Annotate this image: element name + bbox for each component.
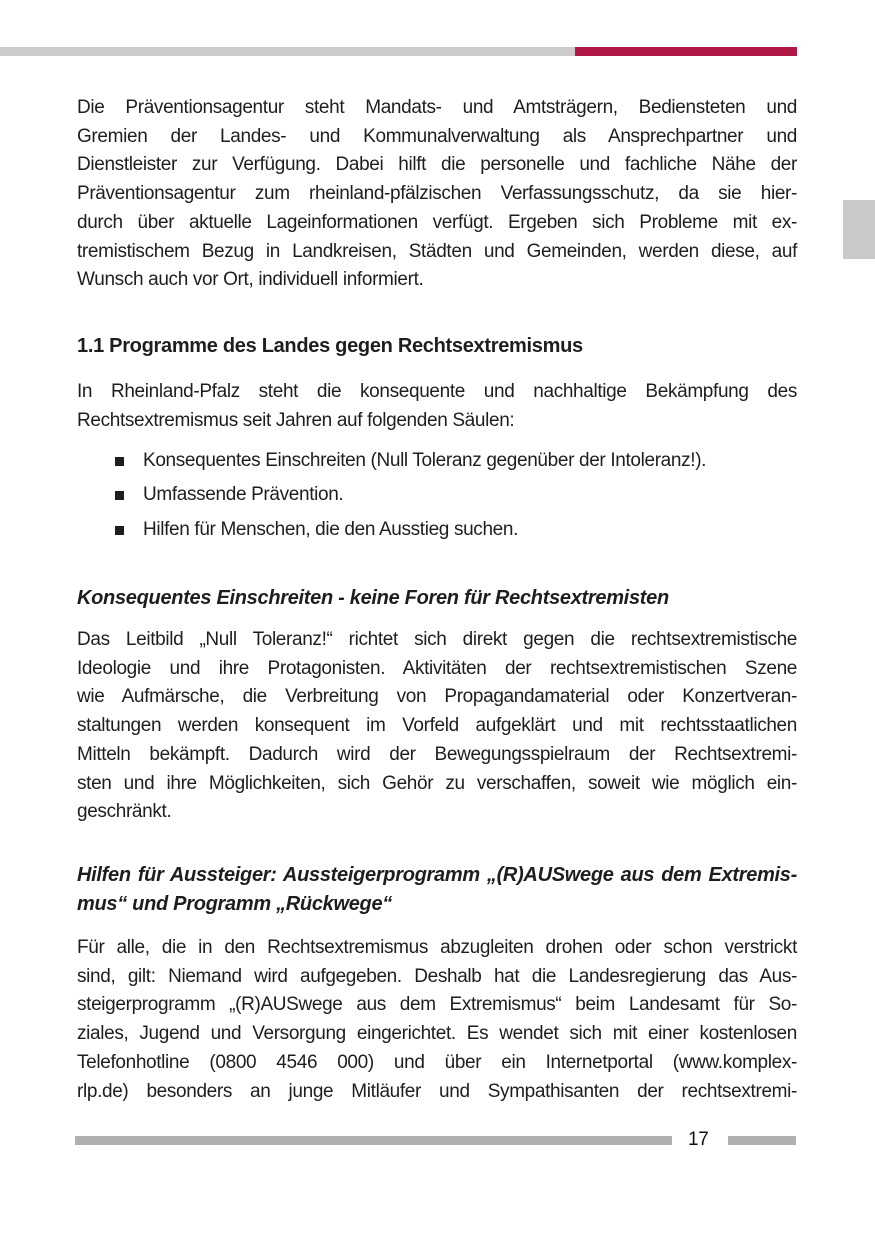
bullet-square-icon	[115, 491, 124, 500]
text-line: staltungen werden konsequent im Vorfeld aufgeklärt und mit rechtsstaatlichen	[77, 715, 797, 737]
top-bar-red-segment	[575, 47, 797, 56]
text-line: sten und ihre Möglichkeiten, sich Gehör zu verschaffen, soweit wie möglich ein-	[77, 772, 797, 794]
aussteigerprogramm-paragraph	[77, 934, 797, 1106]
text-line: wie Aufmärsche, die Verbreitung von Propagandamaterial oder Konzertveran-	[77, 686, 797, 708]
text-line: Präventionsagentur zum rheinland-pfälzischen Verfassungsschutz, da sie hier-	[77, 183, 797, 205]
null-toleranz-paragraph	[77, 626, 797, 827]
pillars-intro-paragraph	[77, 378, 797, 435]
bullet-square-icon	[115, 457, 124, 466]
text-line: Gremien der Landes- und Kommunalverwaltung als Ansprechpartner und	[77, 125, 797, 147]
text-line: Hilfen für Aussteiger: Aussteigerprogramm „(R)AUSwege aus dem Extremis-	[77, 864, 797, 886]
footer-bar-short	[728, 1136, 796, 1145]
subheading-konsequentes-einschreiten	[77, 584, 797, 613]
text-line: mus“ und Programm „Rückwege“	[77, 893, 392, 915]
text-line: durch über aktuelle Lageinformationen verfügt. Ergeben sich Probleme mit ex-	[77, 211, 797, 233]
text-line: steigerprogramm „(R)AUSwege aus dem Extremismus“ beim Landesamt für So-	[77, 994, 797, 1016]
text-line: Ideologie und ihre Protagonisten. Aktivitäten der rechtsextremistischen Szene	[77, 657, 797, 679]
text-line: Für alle, die in den Rechtsextremismus abzugleiten drohen oder schon verstrickt	[77, 937, 797, 958]
text-line: Mitteln bekämpft. Dadurch wird der Bewegungsspielraum der Rechtsextremi-	[77, 743, 797, 765]
section-heading: 1.1 Programme des Landes gegen Rechtsextremismus	[77, 335, 583, 357]
bullet-text: Konsequentes Einschreiten (Null Toleranz gegenüber der Intoleranz!).	[143, 450, 707, 471]
bullet-square-icon	[115, 526, 124, 535]
list-item	[77, 513, 797, 547]
text-line: Rechtsextremismus seit Jahren auf folgenden Säulen:	[77, 409, 515, 431]
chapter-side-tab	[843, 200, 875, 259]
footer-bar-long	[75, 1136, 672, 1145]
bullet-text: Umfassende Prävention.	[143, 484, 344, 506]
text-line: ziales, Jugend und Versorgung eingerichtet. Es wendet sich mit einer kostenlosen	[77, 1023, 797, 1045]
subheading-hilfen-fuer-aussteiger	[77, 861, 797, 919]
text-line: Telefonhotline (0800 4546 000) und über ein Internetportal (www.komplex-	[77, 1051, 797, 1073]
list-item	[77, 478, 797, 512]
list-item	[77, 444, 797, 478]
page-footer	[75, 1128, 796, 1152]
text-line: Die Präventionsagentur steht Mandats- und Amtsträgern, Bediensteten und	[77, 97, 797, 118]
text-line: tremistischem Bezug in Landkreisen, Städten und Gemeinden, werden diese, auf	[77, 240, 797, 262]
bullet-text: Hilfen für Menschen, die den Ausstieg suchen.	[143, 518, 519, 540]
text-line: geschränkt.	[77, 801, 172, 823]
text-line: In Rheinland-Pfalz steht die konsequente und nachhaltige Bekämpfung des	[77, 381, 797, 402]
page-number: 17	[688, 1129, 709, 1150]
text-line: Das Leitbild „Null Toleranz!“ richtet sich direkt gegen die rechtsextremistische	[77, 629, 797, 650]
pillars-bullet-list	[77, 444, 797, 547]
text-line: Konsequentes Einschreiten - keine Foren für Rechtsextremisten	[77, 587, 669, 609]
text-line: Wunsch auch vor Ort, individuell informiert.	[77, 269, 424, 291]
text-line: Dienstleister zur Verfügung. Dabei hilft die personelle und fachliche Nähe der	[77, 154, 797, 176]
text-line: rlp.de) besonders an junge Mitläufer und Sympathisanten der rechtsextremi-	[77, 1080, 797, 1102]
text-line: sind, gilt: Niemand wird aufgegeben. Deshalb hat die Landesregierung das Aus-	[77, 965, 797, 987]
intro-paragraph	[77, 94, 797, 295]
top-bar-gray-segment	[0, 47, 575, 56]
